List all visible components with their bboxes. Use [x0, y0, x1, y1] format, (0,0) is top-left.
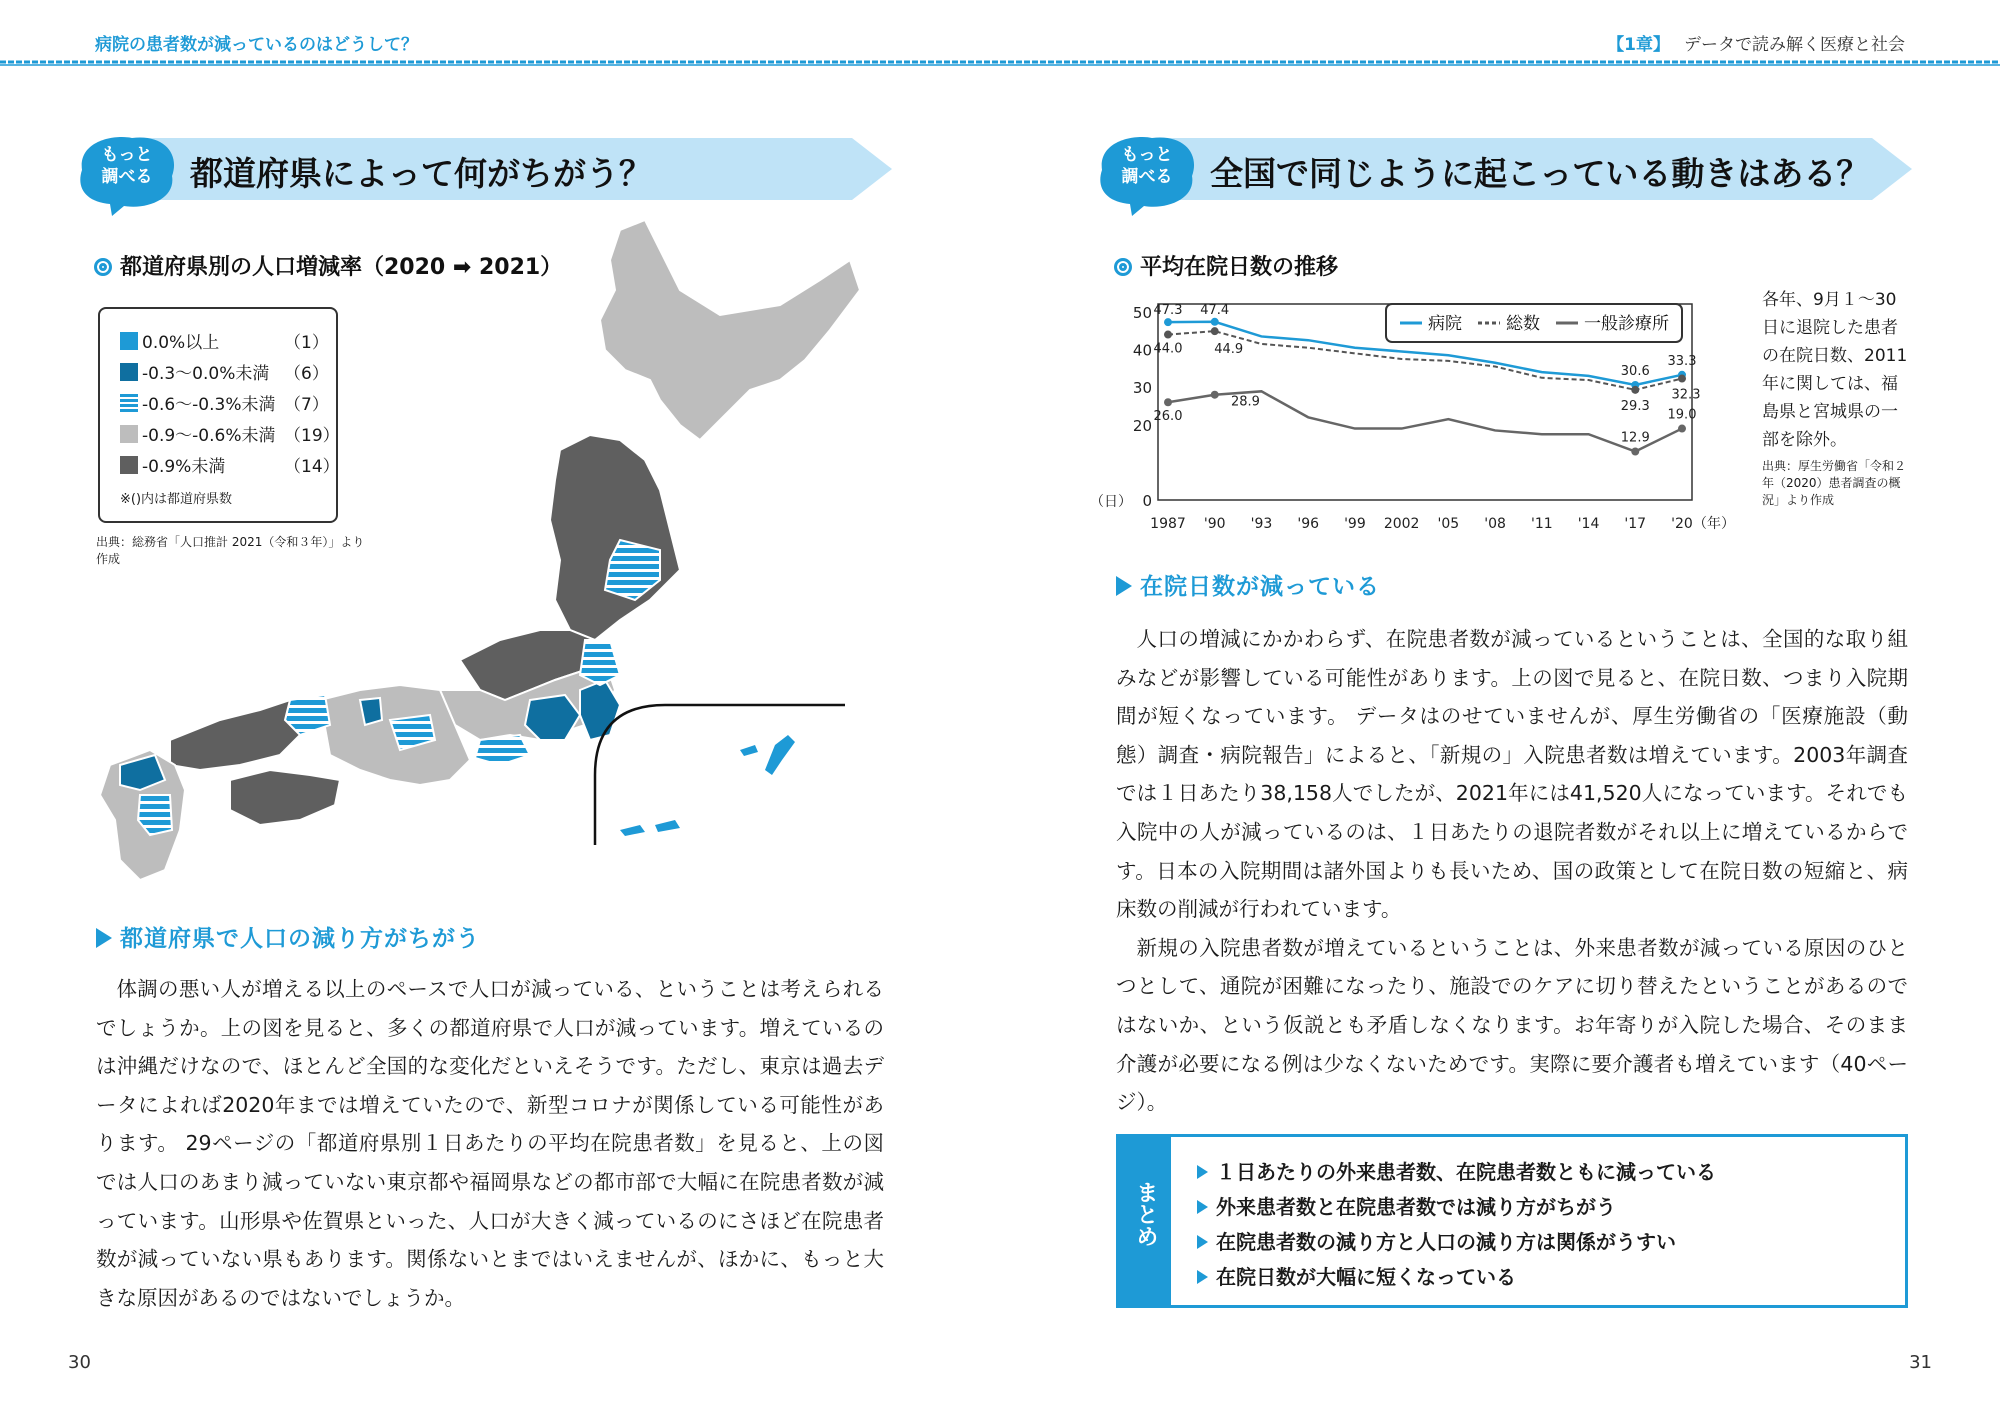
data-label: 44.9: [1214, 342, 1244, 358]
chapter-title: データで読み解く医療と社会: [1684, 35, 1905, 55]
summary-list: [1197, 1155, 1716, 1295]
summary-item-text: １日あたりの外来患者数、在院患者数ともに減っている: [1216, 1160, 1716, 1184]
x-tick-label: '90: [1203, 516, 1226, 532]
legend-label: -0.3〜0.0%未満: [142, 364, 270, 384]
left-badge-text: [72, 144, 182, 188]
right-subhead: [1116, 568, 1380, 601]
x-tick-label: 2002: [1383, 516, 1420, 532]
legend-item: [120, 418, 340, 449]
ring-icon: [1114, 258, 1132, 276]
data-label: 47.3: [1153, 303, 1183, 319]
right-body: [1116, 620, 1908, 1122]
y-tick-label: 30: [1132, 379, 1152, 398]
line-chart: [1090, 290, 1750, 540]
data-label: 33.3: [1667, 353, 1697, 369]
data-label: 32.3: [1671, 387, 1701, 403]
triangle-icon: [1197, 1200, 1208, 1214]
data-label: 19.0: [1667, 407, 1697, 423]
x-tick-label: '05: [1437, 516, 1460, 532]
legend-swatch: [120, 394, 138, 412]
map-legend: [98, 307, 338, 523]
running-header-left: 病院の患者数が減っているのはどうして？: [95, 35, 418, 55]
right-subhead-text: 在院日数が減っている: [1140, 574, 1380, 600]
left-badge-line-2: 調べる: [101, 167, 153, 187]
triangle-icon: [1197, 1235, 1208, 1249]
x-tick-label: '14: [1577, 516, 1600, 532]
map-osaka: [360, 698, 382, 725]
x-tick-label: 1987: [1150, 516, 1186, 532]
summary-item: [1197, 1190, 1716, 1225]
summary-item-text: 在院患者数の減り方と人口の減り方は関係がうすい: [1216, 1230, 1676, 1254]
y-tick-label: 0: [1142, 492, 1152, 510]
data-point: [1631, 386, 1639, 394]
data-point: [1678, 425, 1686, 433]
legend-series-name: 病院: [1428, 314, 1462, 334]
right-banner-title: 全国で同じように起こっている動きはある？: [1210, 154, 1870, 193]
chapter-label: 【1章】: [1607, 35, 1670, 55]
x-axis-unit: （年）: [1693, 516, 1735, 532]
summary-item: [1197, 1155, 1716, 1190]
data-point: [1211, 327, 1219, 335]
left-source: 出典：総務省「人口推計 2021（令和３年）」より作成: [96, 535, 365, 566]
map-hokkaido: [600, 220, 860, 440]
summary-item-text: 在院日数が大幅に短くなっている: [1216, 1265, 1516, 1289]
legend-item: [120, 325, 329, 356]
legend-swatch: [120, 456, 138, 474]
legend-item: [120, 387, 329, 418]
data-point: [1164, 398, 1172, 406]
running-header-right: [1607, 30, 1905, 55]
right-badge-text: [1092, 144, 1202, 188]
summary-tab-text: まとめ: [1133, 1181, 1158, 1247]
page-number-right: 31: [1909, 1352, 1932, 1373]
right-badge-line-1: もっと: [1121, 145, 1173, 165]
legend-note: ※()内は都道府県数: [120, 492, 233, 507]
data-point: [1164, 331, 1172, 339]
data-label: 12.9: [1620, 430, 1650, 446]
chart-side-note: 各年、9月１〜30日に退院した患者の在院日数、2011年に関しては、福島県と宮城県の一部を除外。: [1762, 290, 1908, 450]
legend-count: （7）: [284, 395, 329, 415]
triangle-icon: [1197, 1165, 1208, 1179]
right-badge-line-2: 調べる: [1121, 167, 1173, 187]
map-inset-frame: [595, 705, 845, 845]
summary-item: [1197, 1260, 1716, 1295]
triangle-icon: [96, 928, 112, 948]
header-rule: [0, 58, 2000, 68]
data-point: [1678, 375, 1686, 383]
legend-label: 0.0%以上: [142, 333, 220, 353]
x-tick-label: '20: [1671, 516, 1693, 532]
legend-count: （19）: [284, 426, 340, 446]
left-subhead-text: 都道府県で人口の減り方がちがう: [120, 926, 480, 952]
x-tick-label: '93: [1250, 516, 1273, 532]
legend-item: [120, 449, 340, 480]
legend-series-name: 一般診療所: [1584, 314, 1669, 334]
legend-label: -0.6〜-0.3%未満: [142, 395, 276, 415]
chart-title-text: 平均在院日数の推移: [1140, 255, 1339, 280]
legend-swatch: [120, 363, 138, 381]
map-ibaraki: [580, 640, 620, 685]
right-body-paragraph-2: 新規の入院患者数が増えているということは、外来患者数が減っている原因のひとつとして、通院が困難になったり、施設でのケアに切り替えたということがあるのではないか、という仮説とも矛盾しなくなります。お年寄りが入院した場合、そのまま介護が必要になる例は少なくないためです。実際に要介護者も増えています（40ページ）。: [1116, 935, 1908, 1115]
left-figure-title-text: 都道府県別の人口増減率（2020 ➡ 2021）: [120, 255, 563, 280]
chart-title: [1114, 250, 1338, 281]
legend-label: -0.9%未満: [142, 457, 226, 477]
chart-source: 出典：厚生労働省「令和２年（2020）患者調査の概況」より作成: [1762, 459, 1907, 507]
data-label: 26.0: [1153, 409, 1183, 425]
legend-label: -0.9〜-0.6%未満: [142, 426, 276, 446]
data-label: 47.4: [1200, 302, 1230, 318]
y-tick-label: 40: [1132, 341, 1152, 360]
summary-box: [1116, 1134, 1908, 1308]
left-banner: [72, 132, 892, 206]
map-okinawa-isles-1: [740, 745, 758, 756]
map-okinawa-isles-2: [620, 820, 680, 836]
legend-swatch: [120, 332, 138, 350]
right-banner: [1092, 132, 1912, 206]
summary-tab: [1119, 1137, 1171, 1305]
summary-item-text: 外来患者数と在院患者数では減り方がちがう: [1216, 1195, 1616, 1219]
y-axis-label: （日）: [1090, 494, 1132, 510]
data-label: 44.0: [1153, 341, 1183, 357]
y-tick-label: 20: [1132, 416, 1152, 435]
triangle-icon: [1116, 576, 1132, 596]
data-label: 28.9: [1230, 394, 1260, 410]
data-point: [1631, 447, 1639, 455]
triangle-icon: [1197, 1270, 1208, 1284]
map-shizuoka: [475, 735, 530, 765]
left-badge-line-1: もっと: [101, 145, 153, 165]
y-tick-label: 50: [1132, 304, 1152, 322]
legend-item: [120, 356, 329, 387]
legend-series-name: 総数: [1506, 314, 1540, 334]
data-label: 30.6: [1620, 363, 1650, 379]
x-tick-label: '99: [1344, 516, 1366, 532]
left-body-paragraph: 体調の悪い人が増える以上のペースで人口が減っている、ということは考えられるでしょうか。上の図を見ると、多くの都道府県で人口が減っています。増えているのは沖縄だけなので、ほとんど全国的な変化だといえそうです。ただし、東京は過去データによれば2020年までは増えていたので、新型コロナが関係している可能性があります。 29ページの「都道府県別１日あたりの平均在院患者数」を見ると、上の図では人口のあまり減っていない東京都や福岡県などの都市部で大幅に在院患者数が減っています。山形県や佐賀県といった、人口が大きく減っているのにさほど在院患者数が減っていない県もあります。関係ないとまではいえませんが、ほかに、もっと大きな原因があるのではないでしょうか。: [96, 977, 884, 1310]
left-subhead: [96, 920, 480, 953]
left-body: [96, 970, 884, 1317]
map-shikoku: [230, 770, 340, 825]
legend-count: （14）: [284, 457, 340, 477]
x-tick-label: '11: [1530, 516, 1553, 532]
data-point: [1211, 318, 1219, 326]
right-body-paragraph-1: 人口の増減にかかわらず、在院患者数が減っているということは、全国的な取り組みなどが影響している可能性があります。上の図で見ると、在院日数、つまり入院期間が短くなっています。 データはのせていませんが、厚生労働省の「医療施設（動態）調査・病院報告」によると、「新規の」入院患者数は増えています。2003年調査では１日あたり38,158人でしたが、2021年には41,520人になっています。それでも入院中の人が減っているのは、１日あたりの退院者数がそれ以上に増えているからです。日本の入院期間は諸外国よりも長いため、国の政策として在院日数の短縮と、病床数の削減が行われています。: [1116, 627, 1908, 922]
summary-item: [1197, 1225, 1716, 1260]
left-banner-title: 都道府県によって何がちがう？: [190, 154, 652, 193]
x-tick-label: '17: [1624, 516, 1647, 532]
legend-count: （1）: [284, 333, 329, 353]
page-number-left: 30: [68, 1352, 91, 1373]
legend-swatch: [120, 425, 138, 443]
map-chugoku: [170, 700, 300, 770]
data-point: [1164, 318, 1172, 326]
map-okinawa: [765, 735, 795, 775]
x-tick-label: '96: [1297, 516, 1320, 532]
data-label: 29.3: [1620, 398, 1650, 414]
x-tick-label: '08: [1484, 516, 1506, 532]
map-tohoku: [550, 435, 680, 640]
legend-count: （6）: [284, 364, 329, 384]
data-point: [1211, 391, 1219, 399]
